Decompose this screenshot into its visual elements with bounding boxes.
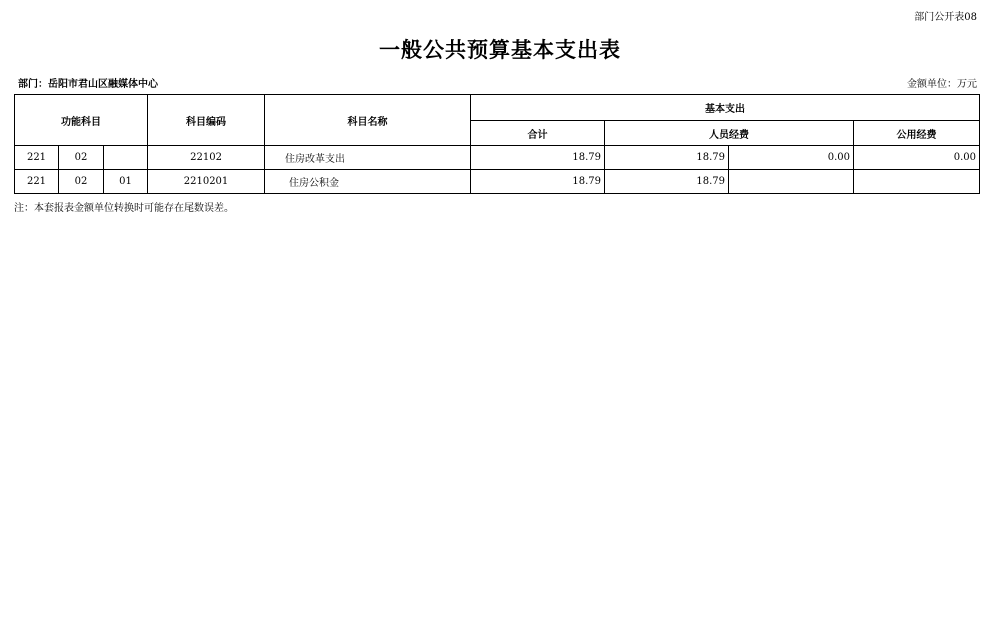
cell-item: 02 <box>59 170 104 194</box>
form-number: 部门公开表08 <box>914 12 977 23</box>
unit-label: 金额单位：万元 <box>907 79 977 90</box>
department-label: 部门：岳阳市君山区融媒体中心 <box>18 79 158 90</box>
cell-class: 221 <box>15 170 59 194</box>
cell-name: 住房改革支出 <box>265 146 471 170</box>
cell-personnel-extra: 0.00 <box>729 146 854 170</box>
table-row <box>15 146 980 170</box>
cell-public: 0.00 <box>854 146 980 170</box>
cell-personnel-extra <box>729 170 854 194</box>
cell-name: 住房公积金 <box>265 170 471 194</box>
cell-total: 18.79 <box>471 170 605 194</box>
cell-item: 02 <box>59 146 104 170</box>
header-row-1 <box>15 95 980 121</box>
cell-code: 22102 <box>148 146 265 170</box>
header-basic-expenditure: 基本支出 <box>471 95 980 121</box>
cell-subitem <box>104 146 148 170</box>
cell-code: 2210201 <box>148 170 265 194</box>
cell-class: 221 <box>15 146 59 170</box>
cell-public <box>854 170 980 194</box>
footnote: 注：本套报表金额单位转换时可能存在尾数误差。 <box>14 203 234 214</box>
header-subject-code: 科目编码 <box>148 95 265 146</box>
cell-personnel: 18.79 <box>605 170 729 194</box>
header-subject-name: 科目名称 <box>265 95 471 146</box>
budget-table <box>14 94 980 194</box>
header-personnel: 人员经费 <box>605 121 854 146</box>
header-public: 公用经费 <box>854 121 980 146</box>
cell-personnel: 18.79 <box>605 146 729 170</box>
table-row <box>15 170 980 194</box>
header-function-subject: 功能科目 <box>15 95 148 146</box>
cell-subitem: 01 <box>104 170 148 194</box>
header-total: 合计 <box>471 121 605 146</box>
cell-total: 18.79 <box>471 146 605 170</box>
page-title: 一般公共预算基本支出表 <box>379 37 621 62</box>
